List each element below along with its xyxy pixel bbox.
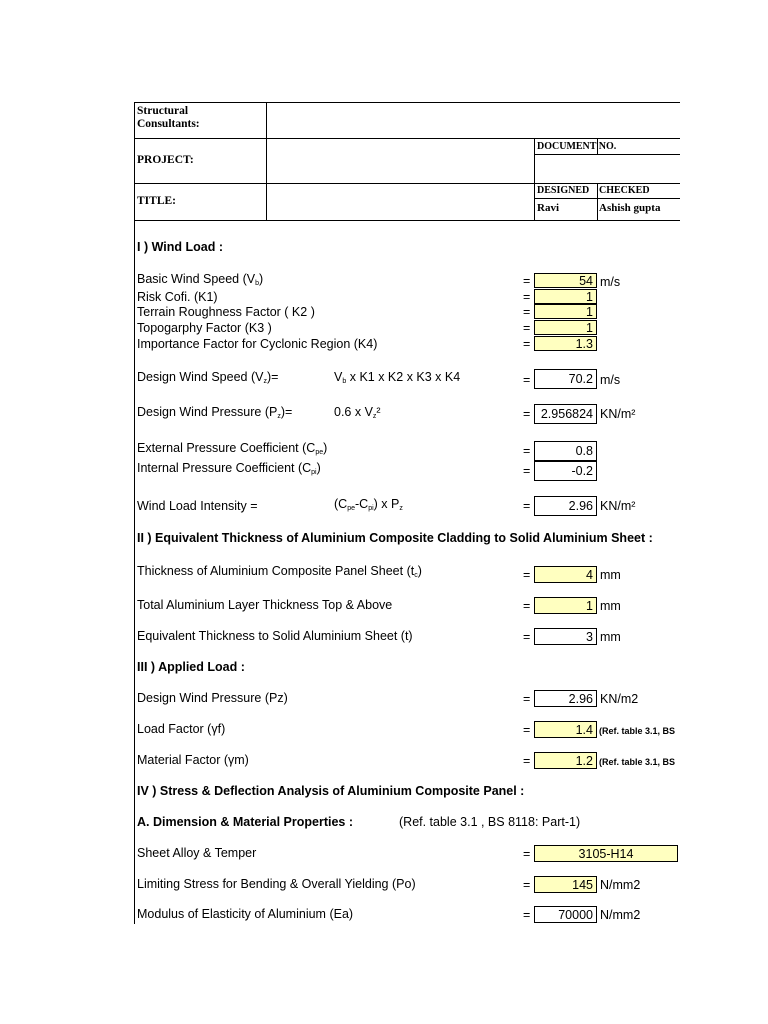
input-limiting-stress[interactable]: 145 [534, 876, 597, 893]
unit-basic-wind-speed: m/s [600, 275, 621, 289]
input-aluminium-layer-thickness[interactable]: 1 [534, 597, 597, 614]
equals-sign: = [523, 723, 531, 737]
sign-divider-v2 [597, 183, 598, 221]
equals-sign: = [523, 878, 531, 892]
formula-design-wind-speed: $V_b$ x K1 x K2 x K3 x K4 [334, 370, 461, 385]
sign-divider-v [534, 183, 535, 221]
input-composite-panel-thickness[interactable]: 4 [534, 566, 597, 583]
docno-divider-h [534, 154, 680, 155]
unit-design-wind-speed: m/s [600, 373, 621, 387]
input-basic-wind-speed[interactable]: 54 [534, 273, 597, 288]
label-composite-panel-thickness: Thickness of Aluminium Composite Panel Sheet $(t_c)$ [137, 564, 422, 579]
equals-sign: = [523, 630, 531, 644]
label-internal-pressure-coefficient: Internal Pressure Coefficient $(C_{pi})$ [137, 461, 321, 476]
label-material-factor: Material Factor (γm) [137, 753, 249, 767]
section-wind-load: I ) Wind Load : [137, 240, 223, 254]
unit-wind-load-intensity: KN/m² [600, 499, 636, 513]
value-design-wind-speed: 70.2 [534, 369, 597, 389]
label-load-factor: Load Factor (γf) [137, 722, 226, 736]
label-k2: Terrain Roughness Factor ( K2 ) [137, 305, 315, 319]
label-design-wind-speed: Design Wind Speed $(V_z)=$ [137, 370, 279, 385]
value-design-wind-pressure: 2.956824 [534, 404, 597, 424]
label-wind-load-intensity: Wind Load Intensity = [137, 499, 258, 513]
unit-limiting-stress: N/mm2 [600, 878, 641, 892]
sign-divider-h [534, 198, 680, 199]
equals-sign: = [523, 407, 531, 421]
ref-material-factor: (Ref. table 3.1, BS [599, 757, 676, 767]
section-stress-deflection: IV ) Stress & Deflection Analysis of Aluminium Composite Panel : [137, 784, 525, 798]
input-k1[interactable]: 1 [534, 289, 597, 304]
formula-wind-load-intensity: $(C_{pe}-C_{pi})$ x $P_z$ [334, 497, 403, 512]
value-cpe: 0.8 [534, 441, 597, 461]
equals-sign: = [523, 290, 531, 304]
value-wind-load-intensity: 2.96 [534, 496, 597, 516]
equals-sign: = [523, 499, 531, 513]
unit-equivalent-thickness: mm [600, 630, 621, 644]
equals-sign: = [523, 908, 531, 922]
label-design-wind-pressure-pz: Design Wind Pressure (Pz) [137, 691, 288, 705]
checked-label: CHECKED [599, 185, 650, 196]
unit-aluminium-layer-thickness: mm [600, 599, 621, 613]
ref-load-factor: (Ref. table 3.1, BS [599, 726, 676, 736]
consultants-label: Structural Consultants: [137, 105, 200, 130]
formula-design-wind-pressure: 0.6 x $V_z^2$ [334, 405, 381, 420]
section-equivalent-thickness: II ) Equivalent Thickness of Aluminium Composite Cladding to Solid Aluminium Sheet : [137, 531, 653, 545]
input-material-factor[interactable]: 1.2 [534, 752, 597, 769]
equals-sign: = [523, 337, 531, 351]
equals-sign: = [523, 568, 531, 582]
section-applied-load: III ) Applied Load : [137, 660, 245, 674]
label-limiting-stress: Limiting Stress for Bending & Overall Yielding (Po) [137, 877, 416, 891]
equals-sign: = [523, 599, 531, 613]
unit-modulus-elasticity: N/mm2 [600, 908, 641, 922]
designed-by-value: Ravi [537, 202, 559, 214]
designed-label: DESIGNED [537, 185, 590, 196]
title-label: TITLE: [137, 195, 176, 207]
equals-sign: = [523, 444, 531, 458]
sheet-left-border [134, 102, 135, 924]
label-external-pressure-coefficient: External Pressure Coefficient $(C_{pe})$ [137, 441, 328, 456]
label-sheet-alloy: Sheet Alloy & Temper [137, 846, 257, 860]
equals-sign: = [523, 305, 531, 319]
equals-sign: = [523, 847, 531, 861]
label-aluminium-layer-thickness: Total Aluminium Layer Thickness Top & Above [137, 598, 393, 612]
value-modulus-elasticity: 70000 [534, 906, 597, 923]
equals-sign: = [523, 692, 531, 706]
label-equivalent-thickness: Equivalent Thickness to Solid Aluminium Sheet (t) [137, 629, 413, 643]
input-sheet-alloy[interactable]: 3105-H14 [534, 845, 678, 862]
equals-sign: = [523, 373, 531, 387]
label-k1: Risk Cofi. (K1) [137, 290, 218, 304]
equals-sign: = [523, 754, 531, 768]
document-no-label: DOCUMENT NO. [537, 141, 617, 152]
label-modulus-elasticity: Modulus of Elasticity of Aluminium (Ea) [137, 907, 354, 921]
equals-sign: = [523, 464, 531, 478]
header-divider-h1 [134, 138, 680, 139]
header-divider-v [266, 102, 267, 221]
input-k2[interactable]: 1 [534, 304, 597, 319]
input-load-factor[interactable]: 1.4 [534, 721, 597, 738]
equals-sign: = [523, 321, 531, 335]
value-equivalent-thickness: 3 [534, 628, 597, 645]
label-k4: Importance Factor for Cyclonic Region (K4) [137, 337, 378, 351]
label-basic-wind-speed: Basic Wind Speed $(V_b)$ [137, 272, 264, 287]
label-k3: Topogarphy Factor (K3 ) [137, 321, 272, 335]
checked-by-value: Ashish gupta [599, 202, 661, 214]
input-k3[interactable]: 1 [534, 320, 597, 335]
value-design-wind-pressure-pz: 2.96 [534, 690, 597, 707]
project-label: PROJECT: [137, 154, 194, 166]
unit-composite-panel-thickness: mm [600, 568, 621, 582]
equals-sign: = [523, 274, 531, 288]
unit-design-wind-pressure-pz: KN/m2 [600, 692, 639, 706]
input-k4[interactable]: 1.3 [534, 336, 597, 351]
unit-design-wind-pressure: KN/m² [600, 407, 636, 421]
section-dimension-material: A. Dimension & Material Properties : [137, 815, 354, 829]
docno-divider-v [534, 138, 535, 183]
section-dimension-material-ref: (Ref. table 3.1 , BS 8118: Part-1) [399, 815, 581, 829]
value-cpi: -0.2 [534, 461, 597, 481]
label-design-wind-pressure: Design Wind Pressure $(P_z)=$ [137, 405, 293, 420]
